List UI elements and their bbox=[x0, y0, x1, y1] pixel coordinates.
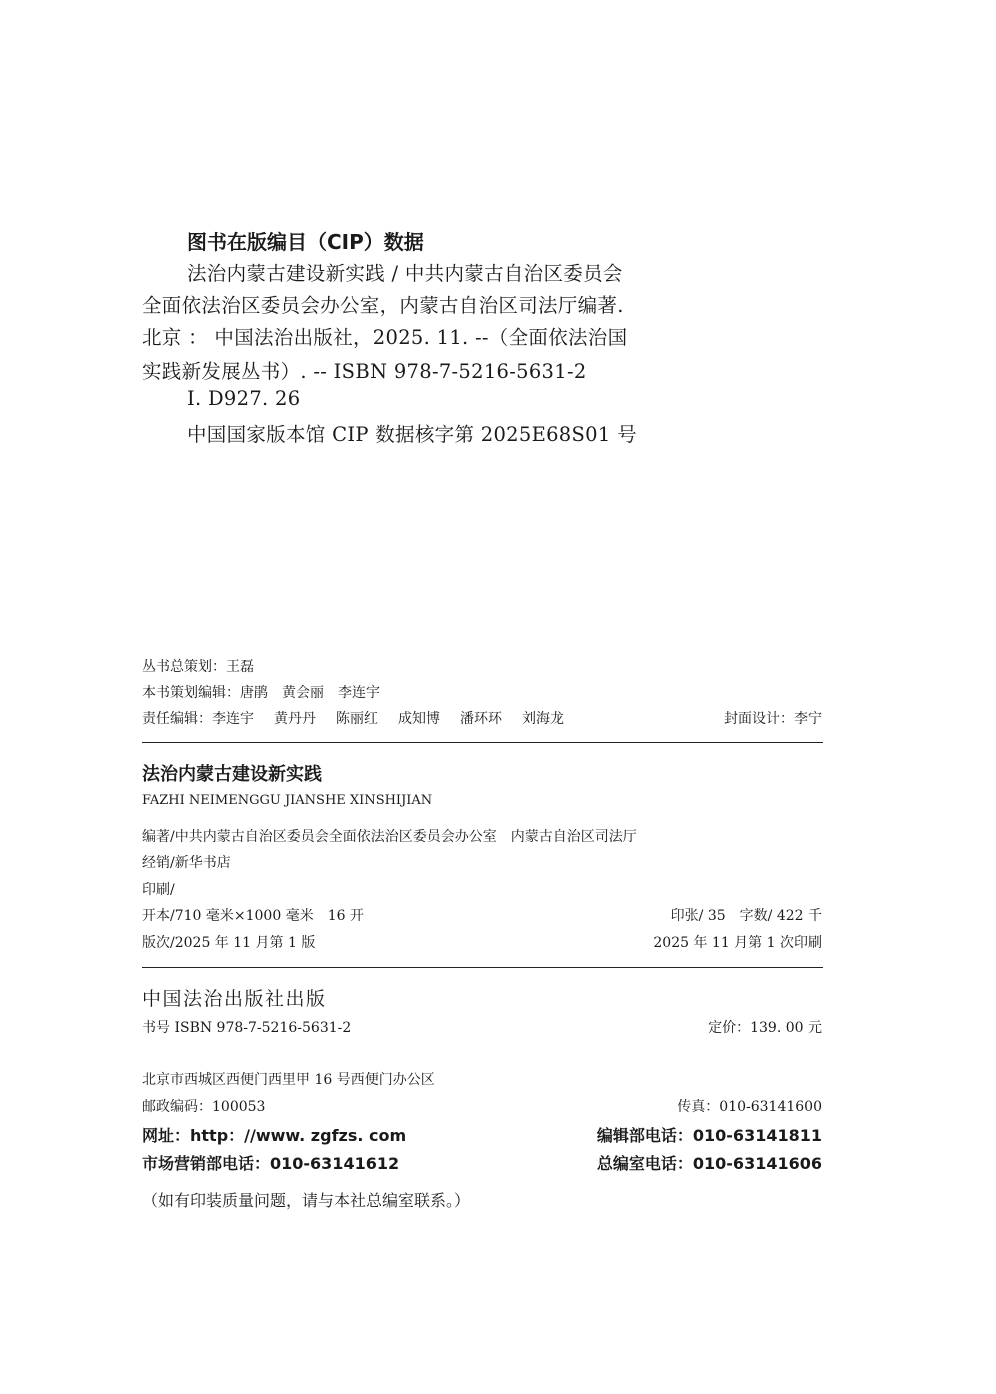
website: 网址：http：//www. zgfzs. com bbox=[142, 1126, 407, 1145]
price: 定价：139. 00 元 bbox=[708, 1020, 822, 1036]
editor-name: 陈丽红 bbox=[336, 711, 378, 727]
editor-name: 刘海龙 bbox=[522, 711, 564, 727]
book-format: 开本/710 毫米×1000 毫米 16 开 bbox=[142, 908, 364, 924]
editorial-phone: 编辑部电话：010-63141811 bbox=[596, 1126, 822, 1145]
compiler: 编著/中共内蒙古自治区委员会全面依法治区委员会办公室 内蒙古自治区司法厅 bbox=[142, 829, 637, 845]
address: 北京市西城区西便门西里甲 16 号西便门办公区 bbox=[142, 1072, 435, 1088]
sheets-and-words: 印张/ 35 字数/ 422 千 bbox=[670, 908, 822, 924]
printer: 印刷/ bbox=[142, 882, 175, 898]
series-planner: 丛书总策划：王磊 bbox=[142, 659, 254, 675]
postal-code: 邮政编码：100053 bbox=[142, 1099, 266, 1115]
book-title: 法治内蒙古建设新实践 bbox=[142, 764, 322, 785]
editors-label: 责任编辑： bbox=[142, 711, 212, 727]
edition: 版次/2025 年 11 月第 1 版 bbox=[142, 935, 316, 951]
editor-name: 成知博 bbox=[398, 711, 440, 727]
book-planners: 本书策划编辑：唐鹃 黄会丽 李连宇 bbox=[142, 685, 380, 701]
divider bbox=[142, 742, 823, 743]
book-title-pinyin: FAZHI NEIMENGGU JIANSHE XINSHIJIAN bbox=[142, 793, 433, 808]
cover-design: 封面设计：李宁 bbox=[724, 711, 822, 727]
office-phone: 总编室电话：010-63141606 bbox=[596, 1154, 822, 1173]
cip-line: 法治内蒙古建设新实践 / 中共内蒙古自治区委员会 bbox=[187, 262, 623, 285]
quality-note: （如有印装质量问题，请与本社总编室联系。） bbox=[142, 1191, 471, 1210]
cip-line: 北京 ： 中国法治出版社，2025. 11. --（全面依法治国 bbox=[142, 326, 628, 349]
marketing-phone: 市场营销部电话：010-63141612 bbox=[142, 1154, 400, 1173]
cip-line: 全面依法治区委员会办公室，内蒙古自治区司法厅编著. bbox=[142, 294, 624, 317]
fax: 传真：010-63141600 bbox=[677, 1099, 822, 1115]
divider bbox=[142, 967, 823, 968]
isbn: 书号 ISBN 978-7-5216-5631-2 bbox=[142, 1020, 352, 1036]
editor-name: 黄丹丹 bbox=[274, 711, 316, 727]
responsible-editors bbox=[142, 708, 584, 728]
distributor: 经销/新华书店 bbox=[142, 855, 231, 871]
printing: 2025 年 11 月第 1 次印刷 bbox=[653, 935, 822, 951]
cip-line: Ⅰ. D927. 26 bbox=[187, 387, 301, 410]
cip-line: 实践新发展丛书）. -- ISBN 978-7-5216-5631-2 bbox=[142, 360, 587, 383]
publisher-name: 中国法治出版社出版 bbox=[142, 988, 327, 1010]
editor-name: 潘环环 bbox=[460, 711, 502, 727]
cip-heading: 图书在版编目（CIP）数据 bbox=[187, 230, 424, 254]
editor-name: 李连宇 bbox=[212, 711, 254, 727]
cip-line: 中国国家版本馆 CIP 数据核字第 2025E68S01 号 bbox=[187, 423, 637, 446]
